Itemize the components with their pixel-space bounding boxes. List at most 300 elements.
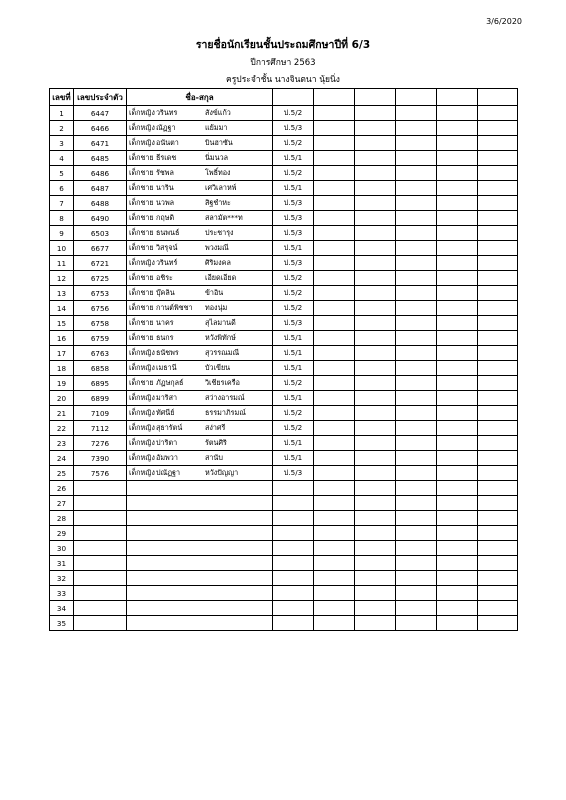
first-name: กานต์พิชชา [156, 302, 193, 312]
blank-cell [355, 541, 396, 556]
blank-cell [478, 106, 518, 121]
blank-cell [478, 136, 518, 151]
student-id: 6466 [74, 121, 127, 136]
student-id [74, 586, 127, 601]
table-row [50, 346, 518, 361]
blank-cell [396, 421, 437, 436]
row-number: 24 [50, 451, 74, 466]
blank-cell [355, 346, 396, 361]
blank-cell [396, 541, 437, 556]
last-name: สังข์แก้ว [205, 107, 231, 117]
blank-cell [396, 616, 437, 631]
blank-cell [437, 301, 478, 316]
previous-class [273, 616, 314, 631]
col-header-blank [355, 89, 396, 106]
blank-cell [437, 106, 478, 121]
row-number: 19 [50, 376, 74, 391]
blank-cell [314, 241, 355, 256]
blank-cell [396, 271, 437, 286]
blank-cell [355, 481, 396, 496]
student-name [127, 241, 273, 256]
blank-cell [478, 451, 518, 466]
row-number: 32 [50, 571, 74, 586]
blank-cell [355, 496, 396, 511]
blank-cell [437, 556, 478, 571]
name-prefix: เด็กชาย [129, 242, 154, 252]
blank-cell [478, 436, 518, 451]
blank-cell [314, 616, 355, 631]
blank-cell [355, 376, 396, 391]
name-prefix: เด็กหญิง [129, 467, 155, 477]
blank-cell [437, 331, 478, 346]
student-name [127, 181, 273, 196]
first-name: ภัฏษกุลธ์ [156, 377, 184, 387]
blank-cell [314, 226, 355, 241]
student-id: 7109 [74, 406, 127, 421]
blank-cell [437, 316, 478, 331]
previous-class: ป.5/1 [273, 361, 314, 376]
homeroom-teacher: ครูประจำชั้น นางจินตนา นุ้ยนิ่ง [226, 75, 340, 85]
last-name: ข้าอิน [205, 287, 224, 297]
table-row [50, 406, 518, 421]
blank-cell [478, 121, 518, 136]
blank-cell [314, 271, 355, 286]
student-name [127, 511, 273, 526]
student-name [127, 166, 273, 181]
student-id [74, 496, 127, 511]
first-name: รัชพล [156, 167, 174, 177]
first-name: นาคร [156, 317, 174, 327]
blank-cell [478, 181, 518, 196]
name-prefix: เด็กหญิง [129, 407, 155, 417]
blank-cell [478, 616, 518, 631]
name-prefix: เด็กชาย [129, 182, 154, 192]
blank-cell [396, 601, 437, 616]
table-row [50, 136, 518, 151]
table-row [50, 286, 518, 301]
last-name: บินฮาซัน [205, 137, 233, 147]
last-name: สุวรรณมณี [205, 347, 240, 357]
row-number: 2 [50, 121, 74, 136]
student-name [127, 601, 273, 616]
blank-cell [437, 226, 478, 241]
col-header-blank [273, 89, 314, 106]
previous-class [273, 571, 314, 586]
blank-cell [314, 106, 355, 121]
row-number: 14 [50, 301, 74, 316]
student-id [74, 481, 127, 496]
blank-cell [355, 286, 396, 301]
blank-cell [355, 616, 396, 631]
table-row [50, 451, 518, 466]
name-prefix: เด็กหญิง [129, 422, 155, 432]
blank-cell [396, 166, 437, 181]
blank-cell [396, 556, 437, 571]
row-number: 17 [50, 346, 74, 361]
blank-cell [396, 211, 437, 226]
blank-cell [314, 151, 355, 166]
blank-cell [314, 211, 355, 226]
row-number: 35 [50, 616, 74, 631]
blank-cell [314, 481, 355, 496]
blank-cell [314, 571, 355, 586]
blank-cell [355, 466, 396, 481]
blank-cell [314, 361, 355, 376]
blank-cell [355, 181, 396, 196]
blank-cell [478, 571, 518, 586]
table-row [50, 361, 518, 376]
previous-class: ป.5/2 [273, 106, 314, 121]
blank-cell [355, 526, 396, 541]
student-name [127, 526, 273, 541]
previous-class: ป.5/1 [273, 436, 314, 451]
previous-class: ป.5/3 [273, 316, 314, 331]
blank-cell [437, 136, 478, 151]
student-id [74, 616, 127, 631]
name-prefix: เด็กชาย [129, 197, 154, 207]
blank-cell [314, 511, 355, 526]
row-number: 26 [50, 481, 74, 496]
row-number: 29 [50, 526, 74, 541]
blank-cell [437, 211, 478, 226]
row-number: 28 [50, 511, 74, 526]
table-row [50, 496, 518, 511]
student-id: 6721 [74, 256, 127, 271]
blank-cell [355, 556, 396, 571]
table-row [50, 391, 518, 406]
last-name: นิ่มนวล [205, 152, 229, 162]
previous-class [273, 511, 314, 526]
blank-cell [437, 481, 478, 496]
table-row [50, 556, 518, 571]
blank-cell [396, 286, 437, 301]
blank-cell [355, 571, 396, 586]
last-name: พวงมณี [205, 242, 229, 252]
blank-cell [314, 376, 355, 391]
previous-class: ป.5/3 [273, 256, 314, 271]
blank-cell [478, 211, 518, 226]
col-header-blank [314, 89, 355, 106]
print-date: 3/6/2020 [486, 17, 522, 26]
blank-cell [437, 436, 478, 451]
blank-cell [396, 121, 437, 136]
blank-cell [314, 286, 355, 301]
blank-cell [478, 556, 518, 571]
blank-cell [437, 346, 478, 361]
student-id: 6858 [74, 361, 127, 376]
first-name: ณัฏฐา [156, 122, 176, 132]
table-row [50, 511, 518, 526]
student-id: 6471 [74, 136, 127, 151]
last-name: โพธิ์ทอง [205, 167, 231, 177]
last-name: ศิริมงคล [205, 257, 231, 267]
blank-cell [437, 181, 478, 196]
student-name [127, 376, 273, 391]
previous-class: ป.5/2 [273, 166, 314, 181]
blank-cell [478, 406, 518, 421]
student-name [127, 271, 273, 286]
blank-cell [437, 511, 478, 526]
student-id: 6488 [74, 196, 127, 211]
blank-cell [396, 571, 437, 586]
row-number: 21 [50, 406, 74, 421]
table-row [50, 106, 518, 121]
table-header-row [50, 89, 518, 106]
col-header-blank [478, 89, 518, 106]
name-prefix: เด็กหญิง [129, 452, 155, 462]
table-row [50, 166, 518, 181]
first-name: สุธารัตน์ [156, 422, 183, 432]
first-name: นาริน [156, 182, 174, 192]
blank-cell [437, 466, 478, 481]
last-name: เศวิเลาหพ์ [205, 182, 237, 192]
blank-cell [478, 601, 518, 616]
student-name [127, 286, 273, 301]
previous-class: ป.5/2 [273, 271, 314, 286]
student-id: 7112 [74, 421, 127, 436]
student-id: 7390 [74, 451, 127, 466]
blank-cell [437, 421, 478, 436]
student-table [49, 88, 518, 631]
blank-cell [355, 166, 396, 181]
blank-cell [396, 346, 437, 361]
table-row [50, 256, 518, 271]
previous-class [273, 496, 314, 511]
student-id: 6447 [74, 106, 127, 121]
blank-cell [437, 406, 478, 421]
row-number: 13 [50, 286, 74, 301]
student-id: 6677 [74, 241, 127, 256]
table-row [50, 541, 518, 556]
blank-cell [314, 526, 355, 541]
student-name [127, 571, 273, 586]
previous-class: ป.5/1 [273, 391, 314, 406]
blank-cell [355, 391, 396, 406]
blank-cell [478, 241, 518, 256]
student-name [127, 586, 273, 601]
academic-year: ปีการศึกษา 2563 [250, 58, 316, 68]
blank-cell [314, 346, 355, 361]
blank-cell [437, 526, 478, 541]
blank-cell [478, 481, 518, 496]
row-number: 31 [50, 556, 74, 571]
last-name: ประชารุง [205, 227, 234, 237]
table-row [50, 226, 518, 241]
student-name [127, 301, 273, 316]
student-name [127, 136, 273, 151]
previous-class [273, 556, 314, 571]
previous-class: ป.5/1 [273, 331, 314, 346]
blank-cell [355, 106, 396, 121]
blank-cell [478, 286, 518, 301]
row-number: 11 [50, 256, 74, 271]
row-number: 5 [50, 166, 74, 181]
student-id: 6486 [74, 166, 127, 181]
blank-cell [355, 361, 396, 376]
blank-cell [396, 526, 437, 541]
blank-cell [478, 496, 518, 511]
row-number: 15 [50, 316, 74, 331]
table-row [50, 376, 518, 391]
student-name [127, 496, 273, 511]
blank-cell [355, 226, 396, 241]
student-name [127, 121, 273, 136]
student-id [74, 601, 127, 616]
last-name: แย้มมา [205, 122, 228, 132]
blank-cell [437, 361, 478, 376]
previous-class: ป.5/1 [273, 181, 314, 196]
student-id: 6759 [74, 331, 127, 346]
previous-class: ป.5/2 [273, 406, 314, 421]
name-prefix: เด็กชาย [129, 227, 154, 237]
blank-cell [314, 421, 355, 436]
last-name: เอียดเอียด [205, 272, 237, 282]
table-row [50, 571, 518, 586]
last-name: วิเชียรเครือ [205, 377, 240, 387]
first-name: ธนัชพร [156, 347, 179, 357]
blank-cell [355, 601, 396, 616]
row-number: 30 [50, 541, 74, 556]
blank-cell [355, 331, 396, 346]
first-name: วิสรุจน์ [156, 242, 178, 252]
first-name: กฤษดิ [156, 212, 175, 222]
blank-cell [478, 361, 518, 376]
student-id: 6899 [74, 391, 127, 406]
row-number: 6 [50, 181, 74, 196]
blank-cell [314, 196, 355, 211]
name-prefix: เด็กหญิง [129, 362, 155, 372]
student-id: 6895 [74, 376, 127, 391]
previous-class: ป.5/3 [273, 121, 314, 136]
table-row [50, 436, 518, 451]
row-number: 12 [50, 271, 74, 286]
blank-cell [437, 496, 478, 511]
student-name [127, 331, 273, 346]
blank-cell [314, 301, 355, 316]
blank-cell [437, 121, 478, 136]
blank-cell [396, 361, 437, 376]
blank-cell [478, 526, 518, 541]
blank-cell [437, 196, 478, 211]
student-id: 6756 [74, 301, 127, 316]
first-name: ธนกร [156, 332, 174, 342]
blank-cell [437, 151, 478, 166]
row-number: 9 [50, 226, 74, 241]
row-number: 16 [50, 331, 74, 346]
blank-cell [396, 511, 437, 526]
row-number: 4 [50, 151, 74, 166]
first-name: ทัศนีย์ [156, 407, 175, 417]
previous-class: ป.5/2 [273, 136, 314, 151]
student-name [127, 391, 273, 406]
blank-cell [355, 586, 396, 601]
blank-cell [478, 301, 518, 316]
table-row [50, 151, 518, 166]
blank-cell [478, 391, 518, 406]
blank-cell [396, 436, 437, 451]
first-name: ธนพนธ์ [156, 227, 180, 237]
blank-cell [396, 391, 437, 406]
col-header-no: เลขที่ [50, 89, 74, 106]
student-id: 6753 [74, 286, 127, 301]
last-name: สุไลมานดี [205, 317, 236, 327]
blank-cell [437, 286, 478, 301]
first-name: บุ๊คลิน [156, 287, 175, 297]
blank-cell [437, 571, 478, 586]
student-name [127, 151, 273, 166]
blank-cell [478, 421, 518, 436]
blank-cell [314, 496, 355, 511]
blank-cell [478, 271, 518, 286]
student-name [127, 211, 273, 226]
blank-cell [396, 481, 437, 496]
blank-cell [355, 301, 396, 316]
previous-class: ป.5/1 [273, 241, 314, 256]
table-row [50, 211, 518, 226]
name-prefix: เด็กหญิง [129, 347, 155, 357]
last-name: สว่างอารมณ์ [205, 392, 245, 402]
student-name [127, 346, 273, 361]
student-name [127, 226, 273, 241]
first-name: เมธานี [156, 362, 177, 372]
name-prefix: เด็กหญิง [129, 137, 155, 147]
name-prefix: เด็กชาย [129, 287, 154, 297]
row-number: 25 [50, 466, 74, 481]
blank-cell [314, 391, 355, 406]
blank-cell [355, 436, 396, 451]
first-name: ปณัฏฐา [156, 467, 181, 477]
first-name: มาริสา [156, 392, 178, 402]
col-header-id: เลขประจำตัว [74, 89, 127, 106]
blank-cell [396, 496, 437, 511]
table-row [50, 526, 518, 541]
student-name [127, 316, 273, 331]
first-name: อัมพวา [156, 452, 178, 462]
blank-cell [355, 256, 396, 271]
blank-cell [314, 331, 355, 346]
blank-cell [396, 181, 437, 196]
previous-class: ป.5/1 [273, 151, 314, 166]
student-name [127, 556, 273, 571]
student-name [127, 256, 273, 271]
last-name: รัตนศิริ [205, 437, 227, 447]
student-name [127, 361, 273, 376]
blank-cell [478, 511, 518, 526]
col-header-blank [396, 89, 437, 106]
name-prefix: เด็กหญิง [129, 257, 155, 267]
row-number: 33 [50, 586, 74, 601]
blank-cell [437, 256, 478, 271]
last-name: สลามัต***ท [205, 212, 243, 222]
student-id: 6503 [74, 226, 127, 241]
blank-cell [355, 211, 396, 226]
blank-cell [355, 451, 396, 466]
blank-cell [437, 601, 478, 616]
previous-class: ป.5/3 [273, 466, 314, 481]
first-name: ปาริตา [156, 437, 178, 447]
name-prefix: เด็กหญิง [129, 437, 155, 447]
name-prefix: เด็กชาย [129, 317, 154, 327]
name-prefix: เด็กหญิง [129, 107, 155, 117]
student-id [74, 541, 127, 556]
last-name: บัวเขียน [205, 362, 231, 372]
blank-cell [396, 466, 437, 481]
blank-cell [314, 136, 355, 151]
blank-cell [437, 241, 478, 256]
table-row [50, 466, 518, 481]
previous-class: ป.5/2 [273, 421, 314, 436]
blank-cell [314, 451, 355, 466]
